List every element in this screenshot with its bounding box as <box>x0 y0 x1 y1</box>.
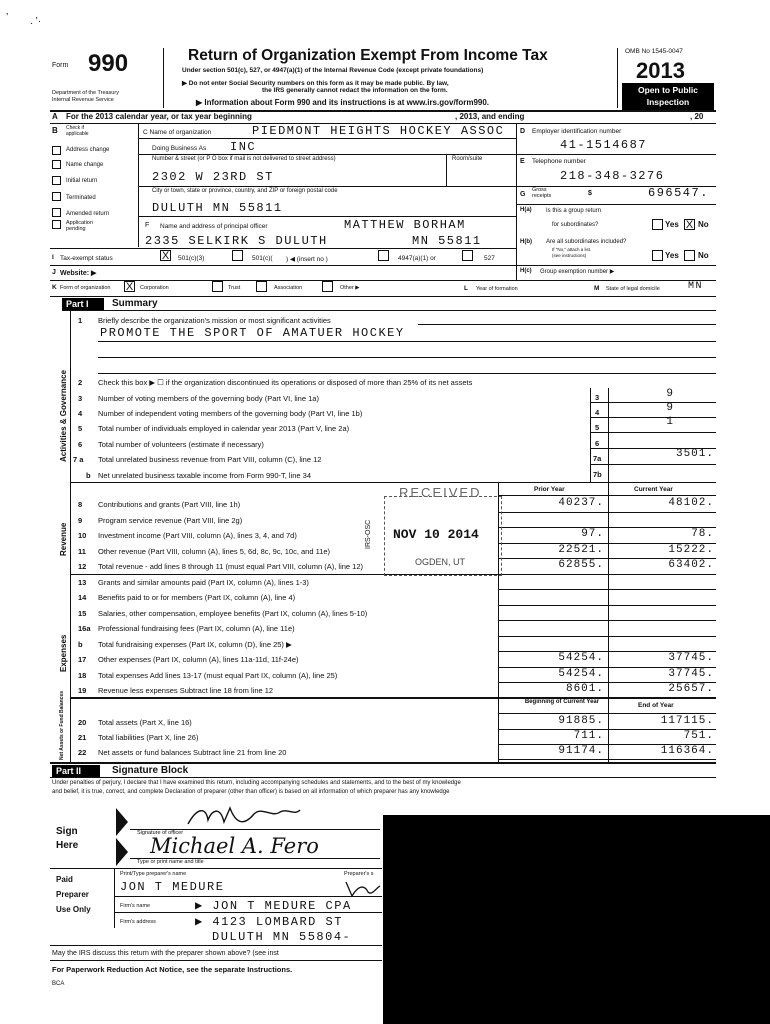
part2-label: Part II <box>56 766 82 776</box>
application-pending-checkbox[interactable] <box>52 220 61 229</box>
trust-label: Trust <box>228 285 241 291</box>
stamp-city: OGDEN, UT <box>415 557 466 567</box>
hb-sub2: (see instructions) <box>552 253 587 258</box>
use-only-label: Use Only <box>56 905 91 914</box>
margin-mark: . ’· <box>30 16 42 27</box>
street-label: Number & street (or P O box if mail is not delivered to street address) <box>152 156 336 162</box>
net-line-eoy: 751. <box>683 730 714 742</box>
fin-line-text: Other revenue (Part VIII, column (A), lines 5, 6d, 8c, 9c, 10c, and 11e) <box>98 546 331 556</box>
stamp-received: RECEIVED <box>399 485 482 500</box>
open-to-public: Open to Public <box>638 85 698 95</box>
501c-label: 501(c)( <box>252 255 273 262</box>
net-section-divider <box>70 697 716 698</box>
section-b-label: B <box>52 126 58 135</box>
net-line-num: 20 <box>78 718 87 727</box>
principal-officer-zip: MN 55811 <box>412 234 482 248</box>
hb-text: Are all subordinates included? <box>546 239 627 245</box>
hc-text: Group exemption number ▶ <box>540 269 615 275</box>
perjury-line1: Under penalties of perjury, I declare that I have examined this return, including accompanying schedules and statements, and to the best of my knowledge <box>52 780 461 786</box>
side-revenue: Revenue <box>59 522 68 556</box>
principal-officer-address: 2335 SELKIRK S DULUTH <box>145 234 328 248</box>
fin-row-rule <box>498 574 716 575</box>
fin-line-prior: 54254. <box>558 667 604 680</box>
inspection: Inspection <box>646 97 690 107</box>
received-stamp <box>365 485 502 576</box>
website-label: Website: ▶ <box>60 270 97 277</box>
firm-address: ▶ 4123 LOMBARD ST <box>195 915 343 929</box>
gross-receipts-label: Gross receipts <box>532 187 552 199</box>
net-line-eoy: 116364. <box>660 745 714 757</box>
net-line-boy: 91174. <box>558 745 604 757</box>
line-i-text: Tax-exempt status <box>60 255 113 262</box>
net-line-text: Total liabilities (Part X, line 26) <box>98 733 199 742</box>
fin-line-current: 78. <box>691 528 714 540</box>
fin-line-text: Salaries, other compensation, employee benefits (Part IX, column (A), lines 5-10) <box>98 608 368 618</box>
line-a-text: For the 2013 calendar year, or tax year beginning <box>66 112 252 121</box>
amended-return-checkbox[interactable] <box>52 208 61 217</box>
corporation-checkbox[interactable]: X <box>125 281 134 293</box>
part1-label: Part I <box>66 299 89 309</box>
fin-row-rule <box>498 620 716 621</box>
fin-line-text: Benefits paid to or for members (Part IX, column (A), line 4) <box>98 593 296 602</box>
name-change-checkbox[interactable] <box>52 160 61 169</box>
state-domicile-value: MN <box>688 281 704 292</box>
dollar-sign: $ <box>588 190 592 197</box>
gov-line-text: Total unrelated business revenue from Part VIII, column (C), line 12 <box>98 455 322 464</box>
net-line-text: Total assets (Part X, line 16) <box>98 718 192 727</box>
fin-row-rule <box>498 605 716 606</box>
side-expenses: Expenses <box>59 634 68 672</box>
501c3-checkbox[interactable]: X <box>161 250 170 262</box>
hb-yes-checkbox[interactable] <box>652 250 663 261</box>
fin-line-num: 10 <box>78 531 87 540</box>
hb-no-checkbox[interactable] <box>684 250 695 261</box>
4947a1-checkbox[interactable] <box>378 250 389 261</box>
fin-line-num: 18 <box>78 670 87 680</box>
net-line-text: Net assets or fund balances Subtract line 21 from line 20 <box>98 748 287 757</box>
ha-sub: for subordinates? <box>552 222 599 228</box>
fin-line-num: 9 <box>78 515 83 525</box>
ha-label: H(a) <box>520 207 532 213</box>
margin-mark: ’ <box>6 12 9 23</box>
ein-label: Employer identification number <box>532 128 622 135</box>
header-sub3: the IRS generally cannot redact the information on the form. <box>262 87 448 94</box>
fin-line-current: 63402. <box>668 559 714 571</box>
fin-row-rule <box>498 589 716 590</box>
form-of-org-label: Form of organization <box>60 285 111 291</box>
redaction-block <box>383 815 770 1024</box>
stamp-side: IRS-OSC <box>365 519 372 549</box>
application-pending-label: Application pending <box>66 220 93 232</box>
fin-line-prior: 40237. <box>558 497 604 509</box>
trust-checkbox[interactable] <box>212 281 223 292</box>
gov-line-box: 4 <box>595 408 600 417</box>
prior-year-header: Prior Year <box>534 486 565 493</box>
gov-line-num: b <box>86 471 91 480</box>
eoy-header: End of Year <box>638 702 674 709</box>
hb-label: H(b) <box>520 239 532 245</box>
gross-receipts-value: 696547. <box>648 186 709 200</box>
org-name-label: C Name of organization <box>143 129 212 136</box>
other-org-checkbox[interactable] <box>322 281 333 292</box>
other-org-label: Other ▶ <box>340 285 360 291</box>
address-change-label: Address change <box>66 147 110 153</box>
gov-line-value: 3501. <box>675 448 714 460</box>
line-l-label: L <box>464 285 468 292</box>
omb-number: OMB No 1545-0047 <box>625 48 683 55</box>
gov-line-value: 9 <box>666 402 674 414</box>
net-line-eoy: 117115. <box>660 715 714 727</box>
paperwork-notice: For Paperwork Reduction Act Notice, see the separate Instructions. <box>52 965 293 974</box>
fin-line-num: 19 <box>78 686 87 695</box>
part2-title: Signature Block <box>112 765 189 776</box>
state-domicile-label: State of legal domicile <box>606 286 660 292</box>
fin-line-text: Grants and similar amounts paid (Part IX, column (A), lines 1-3) <box>98 577 309 587</box>
dba-name: INC <box>230 140 257 154</box>
net-header-rule <box>498 713 716 714</box>
header-sub1: Under section 501(c), 527, or 4947(a)(1) of the Internal Revenue Code (except private foundations) <box>182 67 484 74</box>
firm-name: ▶ JON T MEDURE CPA <box>195 899 352 913</box>
address-change-checkbox[interactable] <box>52 146 61 155</box>
firm-address-label: Firm's address <box>120 919 156 925</box>
fin-line-prior: 8601. <box>565 683 604 695</box>
fin-line-num: 15 <box>78 608 87 618</box>
527-label: 527 <box>484 255 495 262</box>
preparer-name-label: Print/Type preparer's name <box>120 871 187 877</box>
fin-line-current: 48102. <box>668 497 714 509</box>
fin-line-text: Contributions and grants (Part VIII, line 1h) <box>98 500 241 509</box>
header-sub4: ▶ Information about Form 990 and its instructions is at www.irs.gov/form990. <box>196 98 490 107</box>
fin-line-text: Revenue less expenses Subtract line 18 from line 12 <box>98 686 274 695</box>
officer-signature <box>184 802 304 832</box>
form-title: Return of Organization Exempt From Income Tax <box>188 47 548 64</box>
sign-arrow-icon <box>114 808 130 868</box>
gov-line-num: 4 <box>78 409 83 418</box>
fin-line-prior: 97. <box>581 528 604 540</box>
sign-label: Sign <box>56 826 78 837</box>
fin-line-num: 12 <box>78 562 87 571</box>
paid-label: Paid <box>56 875 73 884</box>
gov-line-value: 9 <box>666 388 674 400</box>
fin-line-prior: 62855. <box>558 559 604 571</box>
fin-line-num: b <box>78 639 83 649</box>
gov-line-num: 7 a <box>73 455 84 464</box>
form-label: Form <box>52 62 69 69</box>
f-label: F <box>145 222 150 229</box>
line-a-end: , 20 <box>690 112 704 121</box>
ha-no-label: No <box>698 220 709 229</box>
fin-line-num: 14 <box>78 593 87 602</box>
corporation-label: Corporation <box>140 285 169 291</box>
gov-line-box: 7b <box>593 470 602 479</box>
phone-value: 218-348-3276 <box>560 169 665 183</box>
street-address: 2302 W 23RD ST <box>152 170 274 184</box>
room-suite-label: Room/suite <box>452 156 483 162</box>
amended-return-label: Amended return <box>66 211 110 217</box>
fin-line-current: 37745. <box>668 667 714 680</box>
net-line-num: 22 <box>78 748 87 757</box>
line-1-num: 1 <box>78 316 83 325</box>
section-g-label: G <box>520 191 526 198</box>
gov-line-text: Total number of individuals employed in calendar year 2013 (Part V, line 2a) <box>98 424 350 433</box>
mission-text: PROMOTE THE SPORT OF AMATUER HOCKEY <box>100 326 405 340</box>
part1-label-box <box>62 298 104 310</box>
fin-line-text: Professional fundraising fees (Part IX, column (A), line 11e) <box>98 624 295 633</box>
line-a-mid: , 2013, and ending <box>455 112 525 121</box>
irs-label: Internal Revenue Service <box>52 97 114 103</box>
preparer-name: JON T MEDURE <box>120 880 225 894</box>
line-m-label: M <box>594 285 600 292</box>
preparer-sig-label: Preparer's s <box>344 871 374 877</box>
gov-line-value: 1 <box>666 416 674 428</box>
hb-no-label: No <box>698 251 709 260</box>
fin-row-rule <box>498 512 716 513</box>
current-year-header: Current Year <box>634 486 673 493</box>
type-name-label: Type or print name and title <box>137 859 204 865</box>
part2-label-box <box>52 765 100 777</box>
header-sub2: ▶ Do not enter Social Security numbers on this form as it may be made public. By law, <box>182 80 449 87</box>
form-number: 990 <box>88 50 129 77</box>
section-e-label: E <box>520 158 525 165</box>
city-label: City or town, state or province, country, and ZIP or foreign postal code <box>152 188 338 194</box>
line-2-text: Check this box ▶ ☐ if the organization discontinued its operations or disposed of more than 25% of its net assets <box>98 378 473 387</box>
section-b-title: Check if applicable <box>66 125 89 137</box>
line-a-label: A <box>52 112 58 121</box>
hb-sub1: If "No," attach a list. <box>552 247 592 252</box>
terminated-checkbox[interactable] <box>52 192 61 201</box>
bca-label: BCA <box>52 981 65 987</box>
gov-line-num: 6 <box>78 440 83 449</box>
fin-line-text: Total revenue - add lines 8 through 11 (must equal Part VIII, column (A), line 12) <box>98 562 363 571</box>
name-change-label: Name change <box>66 162 104 168</box>
open-inspection-box <box>622 83 714 110</box>
gov-line-num: 5 <box>78 424 83 433</box>
gov-line-box: 6 <box>595 439 600 448</box>
fin-line-text: Other expenses (Part IX, column (A), lines 11a-11d, 11f-24e) <box>98 655 299 664</box>
phone-label: Telephone number <box>532 158 586 165</box>
org-name: PIEDMONT HEIGHTS HOCKEY ASSOC <box>252 124 505 138</box>
fin-line-text: Investment income (Part VIII, column (A), lines 3, 4, and 7d) <box>98 531 297 540</box>
gov-line-box: 7a <box>593 454 602 463</box>
association-checkbox[interactable] <box>256 281 267 292</box>
hb-yes-label: Yes <box>665 251 679 260</box>
gov-line-num: 3 <box>78 394 83 403</box>
gov-line-box: 5 <box>595 423 600 432</box>
principal-officer-name: MATTHEW BORHAM <box>344 218 466 232</box>
gov-line-box: 3 <box>595 393 600 402</box>
sig-officer-label: Signature of officer <box>137 830 184 836</box>
hc-label: H(c) <box>520 268 532 274</box>
527-checkbox[interactable] <box>462 250 473 261</box>
501c-checkbox[interactable] <box>232 250 243 261</box>
boy-header: Beginning of Current Year <box>524 699 600 705</box>
fin-line-num: 11 <box>78 546 86 556</box>
line-j-label: J <box>52 269 56 276</box>
discuss-question: May the IRS discuss this return with the preparer shown above? (see inst <box>52 950 279 957</box>
line-2-num: 2 <box>78 378 83 387</box>
gov-line-text: Total number of volunteers (estimate if necessary) <box>98 440 264 449</box>
fin-line-prior: 22521. <box>558 543 604 556</box>
fin-line-text: Program service revenue (Part VIII, line 2g) <box>98 515 243 525</box>
line-i-label: I <box>52 254 54 261</box>
terminated-label: Terminated <box>66 195 96 201</box>
net-line-num: 21 <box>78 733 87 742</box>
fin-line-text: Total fundraising expenses (Part IX, column (D), line 25) ▶ <box>98 639 292 649</box>
501c3-label: 501(c)(3) <box>178 255 205 262</box>
preparer-label: Preparer <box>56 890 89 899</box>
fin-line-num: 17 <box>78 655 87 664</box>
tax-year: 2013 <box>636 58 685 83</box>
initial-return-checkbox[interactable] <box>52 176 61 185</box>
fin-line-current: 15222. <box>668 543 714 556</box>
gov-line-text: Net unrelated business taxable income from Form 990-T, line 34 <box>98 471 312 480</box>
fin-line-text: Total expenses Add lines 13-17 (must equal Part IX, column (A), line 25) <box>98 670 338 680</box>
firm-city: DULUTH MN 55804- <box>212 930 352 944</box>
4947a1-label: 4947(a)(1) or <box>398 255 436 262</box>
fin-line-num: 16a <box>78 624 91 633</box>
ha-yes-checkbox[interactable] <box>652 219 663 230</box>
association-label: Association <box>274 285 303 291</box>
fin-line-num: 8 <box>78 500 83 509</box>
dept-treasury: Department of the Treasury <box>52 90 119 96</box>
principal-officer-label: Name and address of principal officer <box>160 223 268 230</box>
fin-row-rule <box>498 636 716 637</box>
perjury-line2: and belief, it is true, correct, and complete Declaration of preparer (other than officer) is based on all information of which preparer has any knowledge <box>52 789 450 795</box>
city-state-zip: DULUTH MN 55811 <box>152 201 283 215</box>
officer-printed-name: Michael A. Fero <box>150 834 319 858</box>
mission-label: Briefly describe the organization's mission or most significant activities <box>98 316 331 325</box>
gov-line-text: Number of voting members of the governing body (Part VI, line 1a) <box>98 394 319 403</box>
firm-name-label: Firm's name <box>120 903 151 909</box>
net-row-rule <box>498 759 716 760</box>
initial-return-label: Initial return <box>66 178 98 184</box>
fin-line-num: 13 <box>78 577 87 587</box>
fin-line-current: 37745. <box>668 652 714 664</box>
year-formation-label: Year of formation <box>476 286 518 292</box>
section-d-label: D <box>520 128 526 135</box>
dba-label: Doing Business As <box>152 145 207 152</box>
ha-yes-label: Yes <box>665 220 679 229</box>
part1-title: Summary <box>112 298 158 309</box>
ein-value: 41-1514687 <box>560 138 648 152</box>
fin-line-current: 25657. <box>668 683 714 695</box>
ha-no-checkbox[interactable]: X <box>685 219 694 231</box>
side-net-assets: Net Assets or Fund Balances <box>59 690 65 760</box>
ha-text: Is this a group return <box>546 208 602 214</box>
net-line-boy: 91885. <box>558 715 604 727</box>
stamp-date: NOV 10 2014 <box>393 527 479 542</box>
net-line-boy: 711. <box>573 730 604 742</box>
fin-line-prior: 54254. <box>558 652 604 664</box>
insert-no-label: ) ◀ (insert no ) <box>286 256 328 263</box>
line-k-label: K <box>52 284 57 291</box>
side-governance: Activities & Governance <box>59 369 68 462</box>
here-label: Here <box>56 840 79 851</box>
gov-line-text: Number of independent voting members of the governing body (Part VI, line 1b) <box>98 409 363 418</box>
